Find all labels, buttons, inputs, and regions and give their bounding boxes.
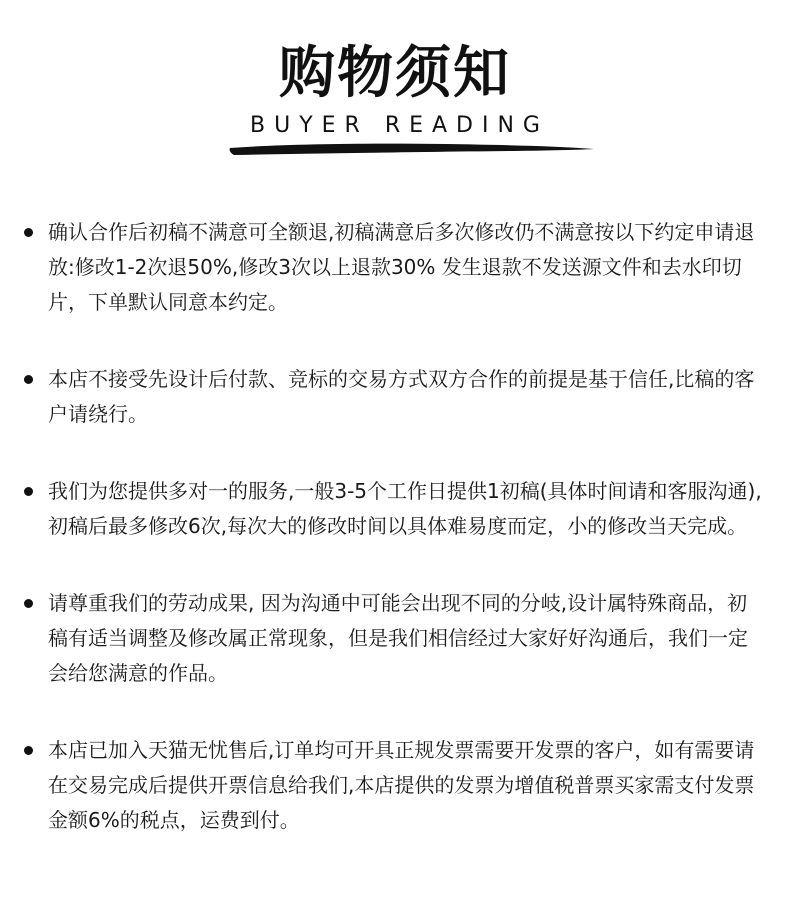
header [0, 0, 790, 170]
bullet-icon [24, 599, 33, 608]
brush-stroke-underline [226, 138, 598, 160]
notice-item-2 [0, 362, 790, 432]
bullet-icon [24, 487, 33, 496]
page-title: 购物须知 [279, 41, 511, 106]
notice-text: 我们为您提供多对一的服务,一般3-5个工作日提供1初稿(具体时间请和客服沟通),初稿后最多修改6次,每次大的修改时间以具体难易度而定，小的修改当天完成。 [48, 479, 762, 538]
notice-item-1 [0, 215, 790, 320]
page-subtitle: BUYER READING [250, 113, 549, 138]
notice-text: 本店已加入天猫无忧售后,订单均可开具正规发票需要开发票的客户，如有需要请在交易完成后提供开票信息给我们,本店提供的发票为增值税普票买家需支付发票金额6%的税点，运费到付。 [48, 738, 755, 832]
notice-list [0, 215, 790, 880]
notice-text: 请尊重我们的劳动成果, 因为沟通中可能会出现不同的分岐,设计属特殊商品，初稿有适当调整及修改属正常现象，但是我们相信经过大家好好沟通后，我们一定会给您满意的作品。 [48, 591, 748, 685]
bullet-icon [24, 375, 33, 384]
notice-item-5 [0, 733, 790, 838]
notice-item-3 [0, 474, 790, 544]
bullet-icon [24, 228, 33, 237]
bullet-icon [24, 746, 33, 755]
notice-text: 确认合作后初稿不满意可全额退,初稿满意后多次修改仍不满意按以下约定申请退放:修改1-2次退50%,修改3次以上退款30% 发生退款不发送源文件和去水印切片，下单默认同意本约定。 [48, 220, 755, 314]
notice-item-4 [0, 586, 790, 691]
notice-text: 本店不接受先设计后付款、竞标的交易方式双方合作的前提是基于信任,比稿的客户请绕行。 [48, 367, 755, 426]
